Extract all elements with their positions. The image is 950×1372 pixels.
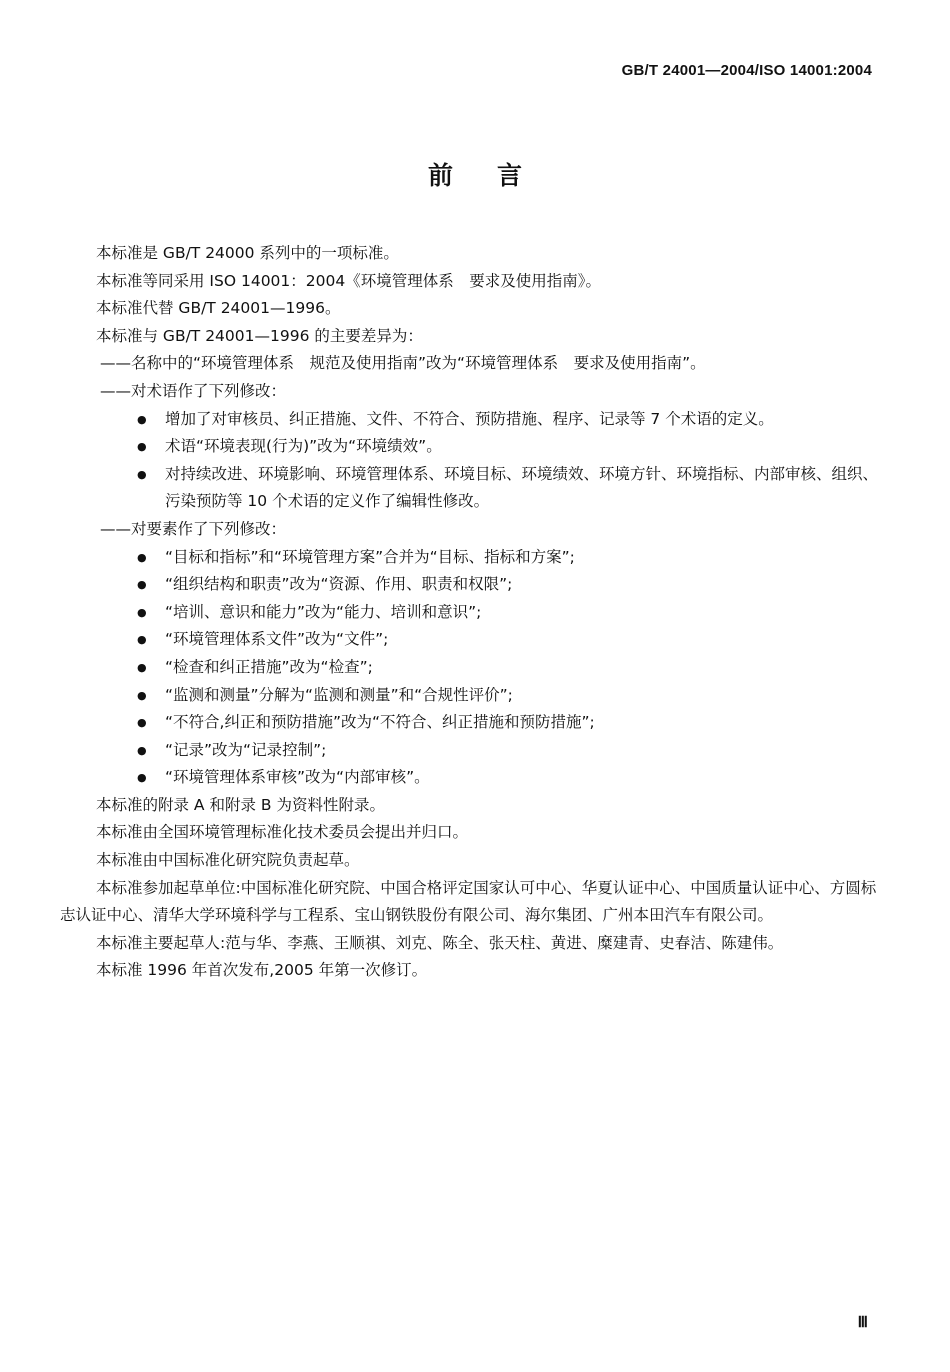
list-item-text: “检查和纠正措施”改为“检查”; <box>165 657 373 676</box>
outro-paragraph: 本标准由全国环境管理标准化技术委员会提出并归口。 <box>96 823 469 842</box>
list-item-text: “监测和测量”分解为“监测和测量”和“合规性评价”; <box>165 685 513 704</box>
bullet-icon: ● <box>137 467 147 481</box>
terms-heading: ——对术语作了下列修改： <box>100 381 287 400</box>
page-number: Ⅲ <box>857 1315 868 1331</box>
outro-paragraph: 本标准主要起草人:范与华、李燕、王顺祺、刘克、陈全、张天柱、黄进、糜建青、史春洁、陈建伟。 <box>96 933 784 952</box>
list-item <box>60 764 880 792</box>
bullet-icon: ● <box>137 440 147 454</box>
list-item-text: “目标和指标”和“环境管理方案”合并为“目标、指标和方案”; <box>165 547 575 566</box>
standard-code-header: GB/T 24001—2004/ISO 14001:2004 <box>621 62 872 79</box>
list-item <box>60 544 880 572</box>
bullet-icon: ● <box>137 716 147 730</box>
bullet-icon: ● <box>137 578 147 592</box>
outro-paragraph: 本标准 1996 年首次发布,2005 年第一次修订。 <box>96 961 428 980</box>
intro-paragraph: 本标准等同采用 ISO 14001：2004《环境管理体系 要求及使用指南》。 <box>96 271 601 290</box>
bullet-icon: ● <box>137 550 147 564</box>
outro-paragraph: 本标准由中国标准化研究院负责起草。 <box>96 851 360 870</box>
intro-paragraph: 本标准代替 GB/T 24001—1996。 <box>96 299 341 318</box>
list-item <box>60 737 880 765</box>
list-item <box>60 709 880 737</box>
list-item <box>60 406 880 434</box>
intro-paragraph: 本标准与 GB/T 24001—1996 的主要差异为： <box>96 326 423 345</box>
bullet-icon: ● <box>137 412 147 426</box>
list-item <box>60 461 880 516</box>
list-item <box>60 654 880 682</box>
list-item-text: 对持续改进、环境影响、环境管理体系、环境目标、环境绩效、环境方针、环境指标、内部审核、组织、污染预防等 10 个术语的定义作了编辑性修改。 <box>165 464 879 511</box>
list-item-text: “不符合,纠正和预防措施”改为“不符合、纠正措施和预防措施”; <box>165 713 595 732</box>
list-item-text: “环境管理体系文件”改为“文件”; <box>165 630 389 649</box>
change-name-line: ——名称中的“环境管理体系 规范及使用指南”改为“环境管理体系 要求及使用指南”。 <box>100 354 706 373</box>
list-item-text: 增加了对审核员、纠正措施、文件、不符合、预防措施、程序、记录等 7 个术语的定义。 <box>165 409 774 428</box>
page-title: 前言 <box>427 161 566 190</box>
intro-paragraph: 本标准是 GB/T 24000 系列中的一项标准。 <box>96 244 399 262</box>
bullet-icon: ● <box>137 660 147 674</box>
bullet-icon: ● <box>137 743 147 757</box>
list-item <box>60 571 880 599</box>
outro-paragraph: 本标准参加起草单位:中国标准化研究院、中国合格评定国家认可中心、华夏认证中心、中国质量认证中心、方圆标志认证中心、清华大学环境科学与工程系、宝山钢铁股份有限公司、海尔集团、广州本田汽车有限公司。 <box>60 878 877 925</box>
list-item <box>60 626 880 654</box>
bullet-icon: ● <box>137 605 147 619</box>
list-item-text: 术语“环境表现(行为)”改为“环境绩效”。 <box>165 437 442 456</box>
list-item-text: “记录”改为“记录控制”; <box>165 740 327 759</box>
bullet-icon: ● <box>137 771 147 785</box>
bullet-icon: ● <box>137 688 147 702</box>
document-body <box>60 240 880 985</box>
list-item <box>60 682 880 710</box>
list-item-text: “环境管理体系审核”改为“内部审核”。 <box>165 768 430 787</box>
bullet-icon: ● <box>137 633 147 647</box>
list-item <box>60 599 880 627</box>
list-item <box>60 433 880 461</box>
list-item-text: “组织结构和职责”改为“资源、作用、职责和权限”; <box>165 575 513 594</box>
list-item-text: “培训、意识和能力”改为“能力、培训和意识”; <box>165 602 482 621</box>
elements-heading: ——对要素作了下列修改： <box>100 519 287 538</box>
outro-paragraph: 本标准的附录 A 和附录 B 为资料性附录。 <box>96 795 385 814</box>
